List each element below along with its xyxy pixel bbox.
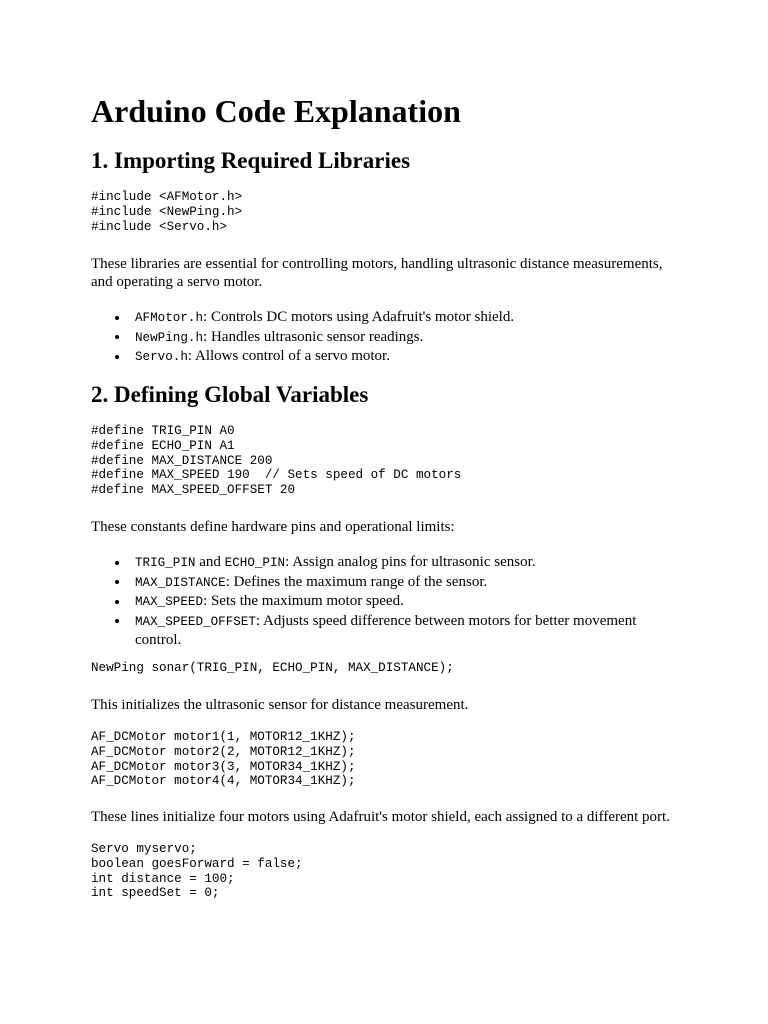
list-item-text: : Defines the maximum range of the sensor. xyxy=(225,573,488,590)
list-item-text: : Allows control of a servo motor. xyxy=(187,348,390,364)
section-1-library-list xyxy=(91,308,681,367)
list-item xyxy=(91,328,681,348)
section-1-code-includes: #include <AFMotor.h> #include <NewPing.h> #include <Servo.h> xyxy=(91,190,243,234)
section-2-code-defines: #define TRIG_PIN A0 #define ECHO_PIN A1 #define MAX_DISTANCE 200 #define MAX_SPEED 190 // Sets speed of DC motors #define MAX_SPEED_OFFSET 20 xyxy=(91,424,462,498)
list-item-text: and xyxy=(195,554,225,570)
section-2-code-motors: AF_DCMotor motor1(1, MOTOR12_1KHZ); AF_DCMotor motor2(2, MOTOR12_1KHZ); AF_DCMotor motor3(3, MOTOR34_1KHZ); AF_DCMotor motor4(4, MOTOR34_1KHZ); xyxy=(91,730,356,789)
section-2-sonar-paragraph: This initializes the ultrasonic sensor for distance measurement. xyxy=(91,697,469,713)
inline-code: ECHO_PIN xyxy=(224,556,286,570)
list-item-text: : Controls DC motors using Adafruit's motor shield. xyxy=(203,309,515,325)
list-item xyxy=(91,308,681,328)
section-1-paragraph: These libraries are essential for controlling motors, handling ultrasonic distance measurements, and operating a servo motor. xyxy=(91,256,663,290)
section-2-motors-paragraph: These lines initialize four motors using Adafruit's motor shield, each assigned to a different port. xyxy=(91,809,670,825)
list-item xyxy=(91,592,681,612)
inline-code: MAX_DISTANCE xyxy=(135,575,226,590)
inline-code: MAX_SPEED_OFFSET xyxy=(135,614,256,629)
section-2-code-sonar: NewPing sonar(TRIG_PIN, ECHO_PIN, MAX_DISTANCE); xyxy=(91,661,454,675)
list-item xyxy=(91,347,681,367)
page-title: Arduino Code Explanation xyxy=(91,93,461,129)
section-2-paragraph: These constants define hardware pins and operational limits: xyxy=(91,519,455,535)
list-item-text: : Sets the maximum motor speed. xyxy=(203,593,404,609)
list-item xyxy=(91,612,681,650)
list-item xyxy=(91,573,681,593)
inline-code: NewPing.h xyxy=(135,330,204,345)
inline-code: Servo.h xyxy=(135,350,188,364)
section-2-heading: 2. Defining Global Variables xyxy=(91,382,369,407)
section-2-code-variables: Servo myservo; boolean goesForward = false; int distance = 100; int speedSet = 0; xyxy=(91,842,303,901)
inline-code: MAX_SPEED xyxy=(135,595,204,609)
list-item-text: : Adjusts speed difference between motors for better movement control. xyxy=(135,612,637,648)
inline-code: AFMotor.h xyxy=(135,311,204,325)
list-item xyxy=(91,553,681,573)
section-1-heading: 1. Importing Required Libraries xyxy=(91,148,411,173)
list-item-text: : Assign analog pins for ultrasonic sensor. xyxy=(285,554,536,570)
list-item-text: : Handles ultrasonic sensor readings. xyxy=(203,328,424,345)
inline-code: TRIG_PIN xyxy=(135,556,196,570)
section-2-constants-list xyxy=(91,553,681,650)
